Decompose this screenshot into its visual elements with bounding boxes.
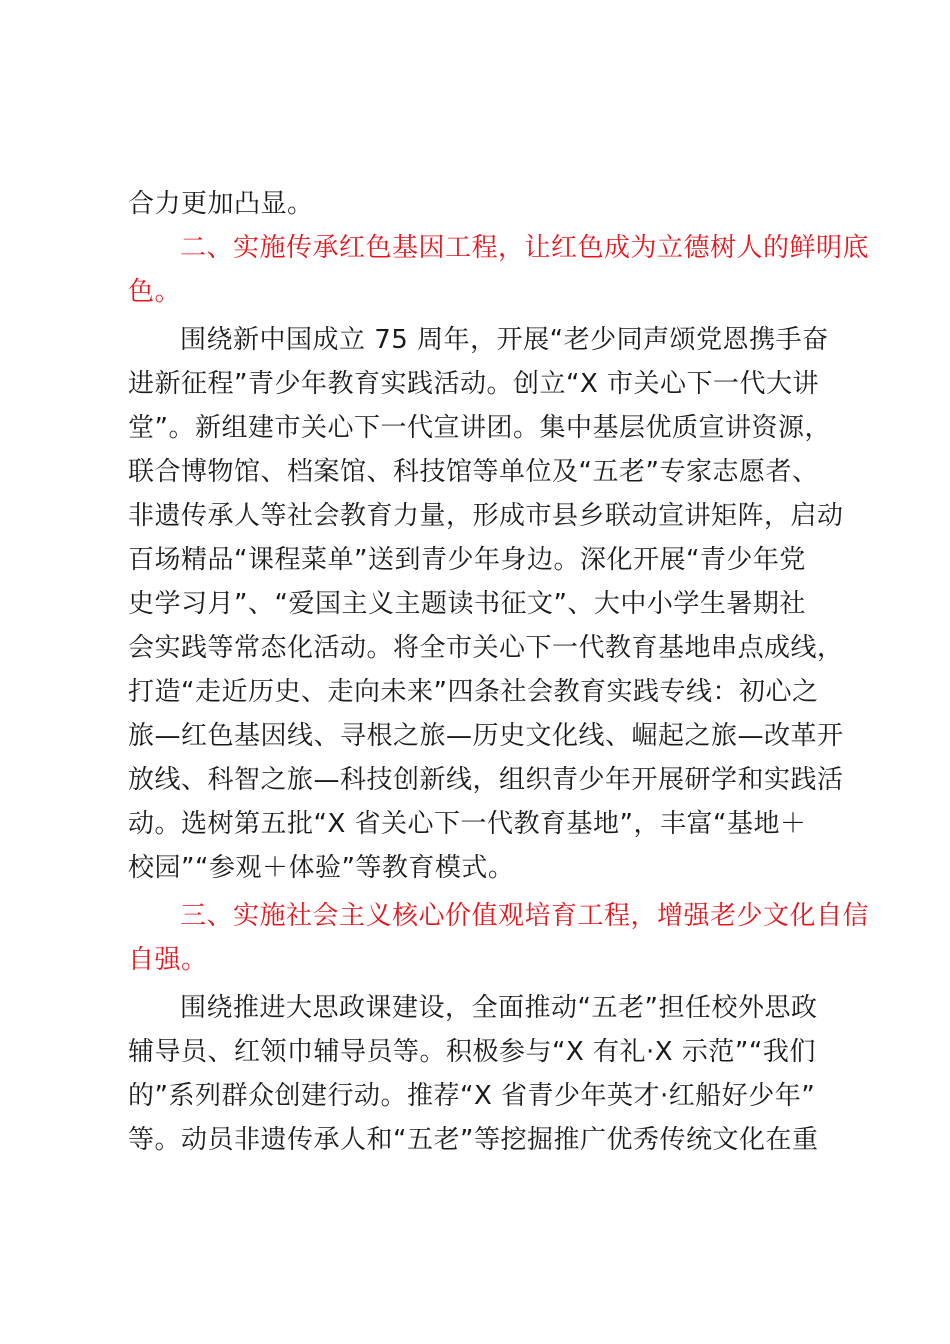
paragraph-line: 旅—红色基因线、寻根之旅—历史文化线、崛起之旅—改革开 — [128, 721, 844, 751]
paragraph-line: 的”系列群众创建行动。推荐“X 省青少年英才·红船好少年” — [128, 1081, 816, 1111]
paragraph-line: 围绕新中国成立 75 周年，开展“老少同声颂党恩携手奋 — [180, 325, 829, 355]
paragraph-line: 校园”“参观＋体验”等教育模式。 — [128, 853, 515, 883]
continuation-text: 合力更加凸显。 — [128, 189, 314, 219]
section-heading-2-cont: 色。 — [128, 277, 182, 307]
section-heading-3-cont: 自强。 — [128, 945, 208, 975]
paragraph-line: 辅导员、红领巾辅导员等。积极参与“X 有礼·X 示范”“我们 — [128, 1037, 816, 1067]
paragraph-line: 放线、科智之旅—科技创新线，组织青少年开展研学和实践活 — [128, 765, 844, 795]
paragraph-line: 联合博物馆、档案馆、科技馆等单位及“五老”专家志愿者、 — [128, 457, 819, 487]
paragraph-line: 百场精品“课程菜单”送到青少年身边。深化开展“青少年党 — [128, 545, 806, 575]
paragraph-line: 史学习月”、“爱国主义主题读书征文”、大中小学生暑期社 — [128, 589, 806, 619]
paragraph-line: 动。选树第五批“X 省关心下一代教育基地”，丰富“基地＋ — [128, 809, 807, 839]
section-heading-2: 二、实施传承红色基因工程，让红色成为立德树人的鲜明底 — [180, 233, 870, 263]
paragraph-line: 堂”。新组建市关心下一代宣讲团。集中基层优质宣讲资源， — [128, 413, 831, 443]
paragraph-line: 非遗传承人等社会教育力量，形成市县乡联动宣讲矩阵，启动 — [128, 501, 844, 531]
paragraph-line: 等。动员非遗传承人和“五老”等挖掘推广优秀传统文化在重 — [128, 1125, 819, 1155]
section-heading-3: 三、实施社会主义核心价值观培育工程，增强老少文化自信 — [180, 901, 870, 931]
paragraph-line: 会实践等常态化活动。将全市关心下一代教育基地串点成线， — [128, 633, 844, 663]
paragraph-line: 打造“走近历史、走向未来”四条社会教育实践专线：初心之 — [128, 677, 819, 707]
paragraph-line: 围绕推进大思政课建设，全面推动“五老”担任校外思政 — [180, 993, 818, 1023]
paragraph-line: 进新征程”青少年教育实践活动。创立“X 市关心下一代大讲 — [128, 369, 820, 399]
